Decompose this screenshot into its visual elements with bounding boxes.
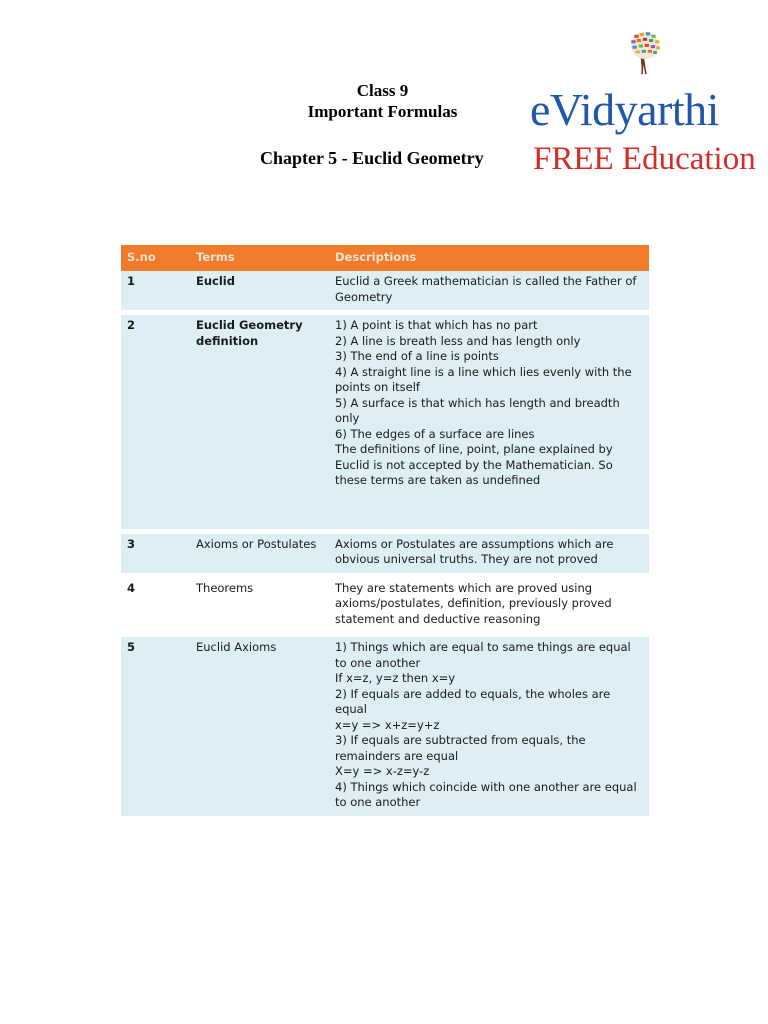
chapter-title: Chapter 5 - Euclid Geometry [260,148,484,168]
description-line: If x=z, y=z then x=y [335,671,456,685]
description-cell [329,575,649,635]
brand-name: eVidyarthi [530,84,719,135]
term-cell: Euclid [190,271,329,313]
description-cell [329,531,649,575]
sno-cell: 3 [121,531,190,575]
sno-cell: 2 [121,313,190,532]
description-line: 4) Things which coincide with one another are equal to one another [335,779,637,809]
description-line: 2) If equals are added to equals, the wholes are equal [335,686,611,716]
term-cell: Euclid Axioms [190,635,329,819]
description-line: 3) If equals are subtracted from equals, the remainders are equal [335,733,586,763]
table-row [121,313,649,532]
description-line: 4) A straight line is a line which lies evenly with the points on itself [335,364,632,394]
table-row [121,575,649,635]
class-label: Class 9 [356,81,409,100]
column-header-descriptions: Descriptions [329,245,649,271]
description-line: Euclid a Greek mathematician is called the Father of Geometry [335,274,637,304]
description-line: X=y => x-z=y-z [335,764,430,778]
term-cell: Euclid Geometry definition [190,313,329,532]
term-cell: Axioms or Postulates [190,531,329,575]
term-cell: Theorems [190,575,329,635]
description-line: 6) The edges of a surface are lines [335,426,535,441]
description-line: The definitions of line, point, plane explained by Euclid is not accepted by the Mathematician. So these terms are taken as undefined [335,442,613,487]
document-header [250,80,515,122]
description-line: x=y => x+z=y+z [335,717,440,732]
column-header-sno: S.no [121,245,190,271]
description-line: 5) A surface is that which has length and breadth only [335,395,620,425]
table-row [121,531,649,575]
description-cell [329,271,649,313]
description-line: 1) Things which are equal to same things are equal to one another [335,640,631,670]
description-line: They are statements which are proved using axioms/postulates, definition, previously proved statement and deductive reasoning [335,580,612,626]
sno-cell: 1 [121,271,190,313]
column-header-terms: Terms [190,245,329,271]
description-cell [329,635,649,819]
description-line: 1) A point is that which has no part [335,318,538,332]
formulas-table [121,245,649,821]
document-title: Important Formulas [307,102,458,121]
table-header-row [121,245,649,271]
description-line: 2) A line is breath less and has length only [335,333,581,348]
sno-cell: 5 [121,635,190,819]
sno-cell: 4 [121,575,190,635]
description-cell [329,313,649,532]
description-line: 3) The end of a line is points [335,349,499,363]
brand-tagline: FREE Education [533,141,756,177]
description-line: Axioms or Postulates are assumptions which are obvious universal truths. They are not proved [335,536,614,566]
table-row [121,635,649,819]
tree-of-books-icon [610,18,680,88]
table-row [121,271,649,313]
